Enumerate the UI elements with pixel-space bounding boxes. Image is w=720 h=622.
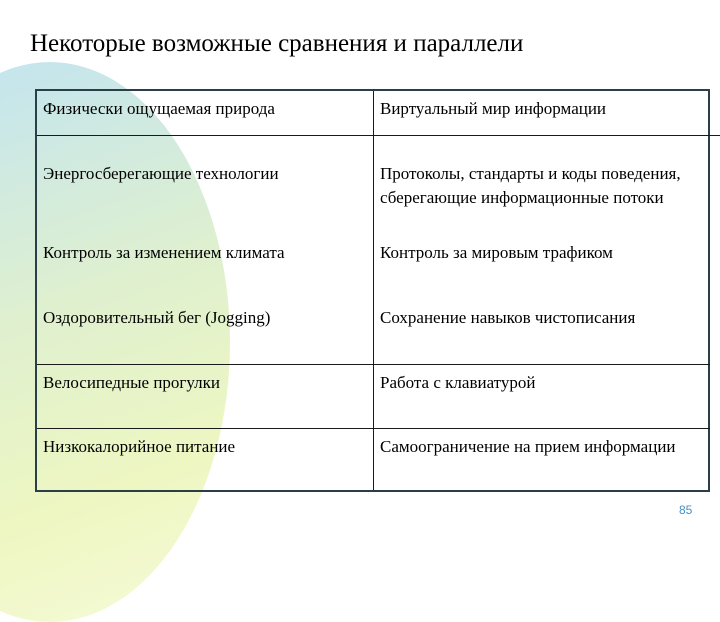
table-cell-left: Физически ощущаемая природа: [43, 99, 275, 118]
table-cell-left: Контроль за изменением климата: [43, 243, 285, 262]
table-cell-left: Оздоровительный бег (Jogging): [43, 308, 271, 327]
row-divider: [37, 364, 710, 365]
page-number: 85: [679, 503, 693, 517]
table-cell-right: Сохранение навыков чистописания: [380, 308, 636, 327]
table-cell-right: Самоограничение на прием информации: [380, 437, 676, 456]
table-cell-left: Низкокалорийное питание: [43, 437, 236, 456]
table-cell-left: Велосипедные прогулки: [43, 373, 220, 392]
column-divider: [373, 91, 374, 490]
slide-title: Некоторые возможные сравнения и параллели: [30, 30, 524, 57]
row-divider: [37, 135, 720, 136]
table-cell-right: Протоколы, стандарты и коды поведения, сберегающие информационные потоки: [380, 164, 681, 207]
table-cell-left: Энергосберегающие технологии: [43, 164, 279, 183]
table-cell-right: Работа с клавиатурой: [380, 373, 536, 392]
row-divider: [37, 428, 710, 429]
comparison-table: [35, 89, 710, 492]
table-cell-right: Виртуальный мир информации: [380, 99, 607, 118]
table-cell-right: Контроль за мировым трафиком: [380, 243, 613, 262]
